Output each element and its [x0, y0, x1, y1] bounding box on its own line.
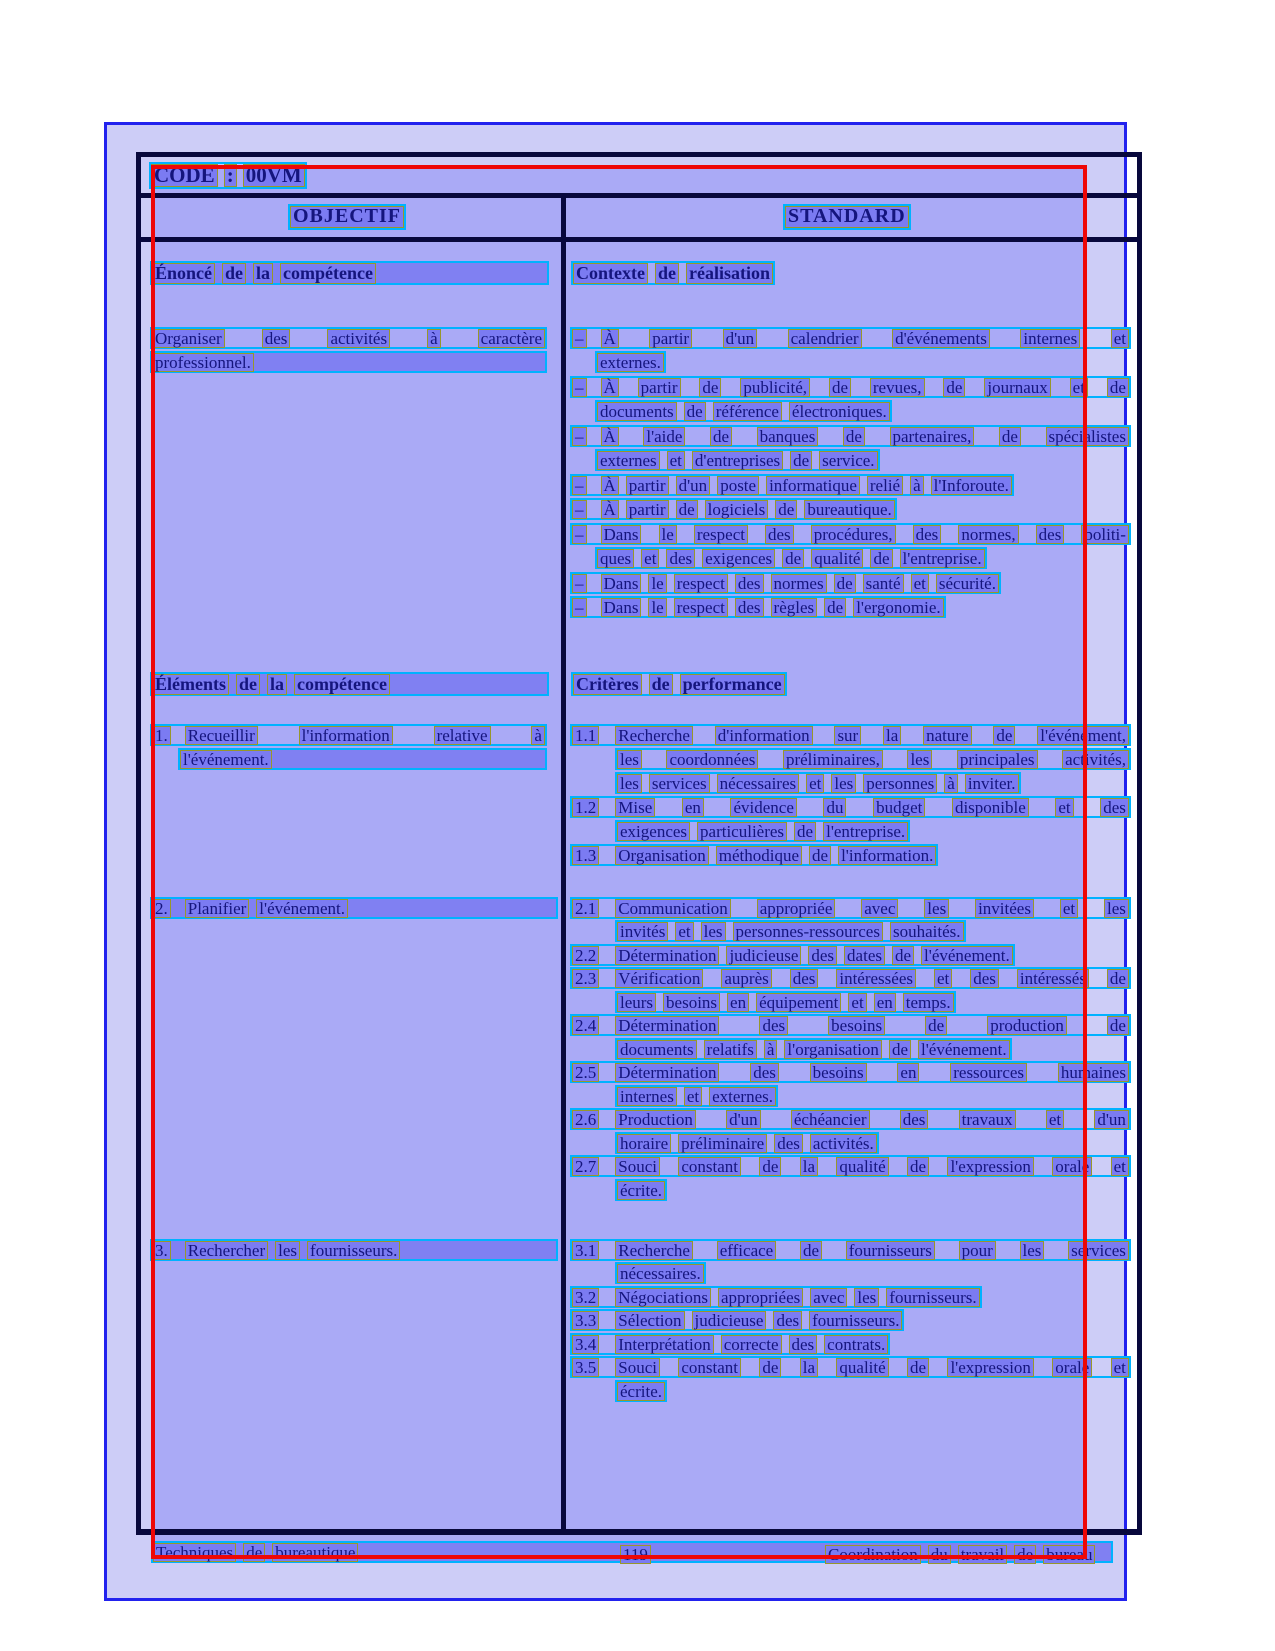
- word-box: et: [1055, 798, 1073, 817]
- line-marker: 1.1: [572, 726, 599, 745]
- line-marker: 2.5: [572, 1063, 599, 1082]
- word-box: de: [834, 574, 856, 593]
- word-box: des: [900, 1110, 929, 1129]
- word-box: internes: [1020, 329, 1080, 348]
- word-box: Contexte: [573, 263, 648, 284]
- word-box: Vérification: [615, 969, 703, 988]
- word-box: et: [1111, 1157, 1129, 1176]
- word-box: partir: [626, 500, 669, 519]
- word-box: 119: [620, 1545, 651, 1564]
- word-box: des: [913, 525, 942, 544]
- word-box: calendrier: [788, 329, 862, 348]
- word-box: échéancier: [791, 1110, 870, 1129]
- word-box: équipement: [756, 993, 841, 1012]
- word-box: Détermination: [615, 1063, 719, 1082]
- word-box: en: [897, 1063, 919, 1082]
- word-box: besoins: [810, 1063, 867, 1082]
- line-marker: –: [572, 598, 587, 617]
- word-box: politi-: [1081, 525, 1129, 544]
- line-marker: 2.3: [572, 969, 599, 988]
- word-box: Organisation: [615, 846, 709, 865]
- word-box: le: [648, 598, 666, 617]
- word-box: Production: [615, 1110, 696, 1129]
- word-box: constant: [678, 1358, 741, 1377]
- word-box: appropriée: [757, 899, 836, 918]
- word-box: et: [1111, 329, 1129, 348]
- word-box: activités: [327, 329, 390, 348]
- code-value: 00VM: [243, 164, 305, 187]
- word-box: de: [843, 427, 865, 446]
- word-box: des: [773, 1311, 802, 1330]
- word-box: relié: [867, 476, 903, 495]
- word-box: Négociations: [615, 1288, 711, 1307]
- word-box: Recherche: [615, 1241, 693, 1260]
- word-box: externes.: [709, 1087, 776, 1106]
- word-box: Rechercher: [185, 1241, 268, 1260]
- word-box: exigences: [702, 549, 775, 568]
- word-box: invités: [617, 922, 668, 941]
- word-box: et: [667, 451, 685, 470]
- word-box: humaines: [1058, 1063, 1129, 1082]
- word-box: souhaités.: [890, 922, 964, 941]
- word-box: externes: [597, 451, 660, 470]
- word-box: des: [765, 525, 794, 544]
- word-box: À: [601, 329, 619, 348]
- word-box: les: [924, 899, 949, 918]
- word-box: Sélection: [615, 1311, 684, 1330]
- line-marker: 3.2: [572, 1288, 599, 1307]
- word-box: de: [993, 726, 1015, 745]
- word-box: à: [531, 726, 545, 745]
- word-box: de: [649, 674, 673, 695]
- word-box: À: [601, 427, 619, 446]
- line-marker: –: [572, 329, 587, 348]
- code-colon: :: [224, 164, 237, 187]
- word-box: normes,: [958, 525, 1018, 544]
- word-box: la: [253, 263, 273, 284]
- line-marker: 1.3: [572, 846, 599, 865]
- standard-label: STANDARD: [785, 206, 909, 228]
- word-box: Recherche: [615, 726, 693, 745]
- word-box: À: [601, 476, 619, 495]
- word-box: de: [655, 263, 679, 284]
- word-box: leurs: [617, 993, 656, 1012]
- word-box: des: [1036, 525, 1065, 544]
- word-box: À: [601, 500, 619, 519]
- word-box: principales: [957, 750, 1038, 769]
- word-box: relatifs: [704, 1040, 757, 1059]
- word-box: externes.: [597, 353, 664, 372]
- word-box: procédures,: [811, 525, 896, 544]
- word-box: qualité: [836, 1358, 888, 1377]
- word-box: activités,: [1062, 750, 1129, 769]
- word-box: l'information: [299, 726, 393, 745]
- word-box: à: [910, 476, 924, 495]
- word-box: référence: [713, 402, 782, 421]
- word-box: normes: [771, 574, 827, 593]
- word-box: sur: [834, 726, 861, 745]
- line-marker: –: [572, 500, 587, 519]
- line-marker: 3.5: [572, 1358, 599, 1377]
- objectif-label: OBJECTIF: [290, 206, 404, 228]
- word-box: l'entreprise.: [900, 549, 985, 568]
- word-box: et: [641, 549, 659, 568]
- word-box: ressources: [950, 1063, 1027, 1082]
- line-marker: 2.1: [572, 899, 599, 918]
- word-box: ques: [597, 549, 634, 568]
- word-box: disponible: [952, 798, 1029, 817]
- word-box: professionnel.: [152, 353, 254, 372]
- word-box: en: [727, 993, 749, 1012]
- line-marker: 3.1: [572, 1241, 599, 1260]
- word-box: des: [759, 1016, 788, 1035]
- word-box: logiciels: [705, 500, 769, 519]
- word-box: qualité: [836, 1157, 888, 1176]
- word-box: d'entreprises: [692, 451, 783, 470]
- word-box: de: [925, 1016, 947, 1035]
- word-box: de: [800, 1241, 822, 1260]
- word-box: l'Inforoute.: [931, 476, 1012, 495]
- word-box: les: [854, 1288, 879, 1307]
- word-box: travail: [958, 1545, 1007, 1564]
- word-box: de: [1014, 1545, 1036, 1564]
- word-box: d'événements: [892, 329, 990, 348]
- word-box: coordonnées: [666, 750, 758, 769]
- word-box: particulières: [697, 822, 787, 841]
- word-box: et: [684, 1087, 702, 1106]
- line-marker: 3.: [152, 1241, 171, 1260]
- word-box: contrats.: [824, 1335, 888, 1354]
- line-marker: 3.4: [572, 1335, 599, 1354]
- word-box: l'événement,: [1037, 726, 1129, 745]
- word-box: Dans: [601, 525, 642, 544]
- word-box: nécessaires: [717, 774, 799, 793]
- word-box: des: [790, 969, 819, 988]
- line-marker: –: [572, 427, 587, 446]
- word-box: de: [236, 674, 260, 695]
- word-box: et: [848, 993, 866, 1012]
- word-box: et: [675, 922, 693, 941]
- word-box: efficace: [717, 1241, 776, 1260]
- word-box: de: [907, 1157, 929, 1176]
- word-box: les: [701, 922, 726, 941]
- word-box: écrite.: [617, 1382, 665, 1401]
- word-box: des: [735, 598, 764, 617]
- word-box: Souci: [615, 1157, 660, 1176]
- word-box: appropriées: [718, 1288, 803, 1307]
- word-box: de: [999, 427, 1021, 446]
- word-box: méthodique: [716, 846, 802, 865]
- word-box: bureautique.: [804, 500, 895, 519]
- line-marker: –: [572, 574, 587, 593]
- word-box: réalisation: [686, 263, 773, 284]
- word-box: l'organisation: [784, 1040, 882, 1059]
- word-box: performance: [680, 674, 785, 695]
- word-box: le: [659, 525, 677, 544]
- word-box: de: [759, 1358, 781, 1377]
- word-box: de: [809, 846, 831, 865]
- word-box: besoins: [828, 1016, 885, 1035]
- line-marker: 2.: [152, 899, 171, 918]
- word-box: de: [892, 946, 914, 965]
- word-box: publicité,: [740, 378, 810, 397]
- word-box: de: [943, 378, 965, 397]
- word-box: revues,: [870, 378, 925, 397]
- word-box: l'entreprise.: [823, 822, 908, 841]
- word-box: d'un: [726, 1110, 761, 1129]
- word-box: budget: [873, 798, 925, 817]
- word-box: sécurité.: [936, 574, 999, 593]
- word-box: du: [928, 1545, 951, 1564]
- line-marker: 1.: [152, 726, 171, 745]
- word-box: l'expression: [947, 1358, 1034, 1377]
- word-box: À: [601, 378, 619, 397]
- word-box: de: [1107, 969, 1129, 988]
- word-box: fournisseurs: [846, 1241, 935, 1260]
- word-box: internes: [617, 1087, 677, 1106]
- word-box: de: [1107, 378, 1129, 397]
- word-box: pour: [959, 1241, 996, 1260]
- word-box: des: [735, 574, 764, 593]
- word-box: partir: [638, 378, 681, 397]
- word-box: dates: [844, 946, 885, 965]
- word-box: règles: [771, 598, 818, 617]
- word-box: et: [1046, 1110, 1064, 1129]
- word-box: Éléments: [152, 674, 229, 695]
- word-box: de: [759, 1157, 781, 1176]
- line-marker: 2.7: [572, 1157, 599, 1176]
- word-box: les: [907, 750, 932, 769]
- word-box: judicieuse: [726, 946, 801, 965]
- line-marker: –: [572, 525, 587, 544]
- word-box: du: [823, 798, 846, 817]
- word-box: exigences: [617, 822, 690, 841]
- word-box: de: [870, 549, 892, 568]
- word-box: la: [883, 726, 901, 745]
- word-box: partenaires,: [890, 427, 975, 446]
- word-box: les: [831, 774, 856, 793]
- word-box: les: [275, 1241, 300, 1260]
- line-marker: 2.4: [572, 1016, 599, 1035]
- word-box: bureautique: [272, 1543, 358, 1562]
- word-box: avec: [810, 1288, 847, 1307]
- word-box: des: [750, 1063, 779, 1082]
- word-box: les: [1104, 899, 1129, 918]
- word-box: Coordination: [825, 1545, 921, 1564]
- word-box: de: [775, 500, 797, 519]
- word-box: de: [794, 822, 816, 841]
- word-box: l'événement.: [256, 899, 348, 918]
- word-box: respect: [694, 525, 748, 544]
- word-box: Dans: [601, 598, 642, 617]
- word-box: écrite.: [617, 1181, 665, 1200]
- word-box: d'un: [676, 476, 711, 495]
- word-box: de: [243, 1543, 265, 1562]
- word-box: correcte: [721, 1335, 782, 1354]
- word-box: de: [907, 1358, 929, 1377]
- table-border-right: [1137, 152, 1142, 1535]
- word-box: intéressés: [1017, 969, 1089, 988]
- word-box: des: [666, 549, 695, 568]
- word-box: la: [800, 1358, 818, 1377]
- word-box: de: [790, 451, 812, 470]
- word-box: Détermination: [615, 946, 719, 965]
- word-box: à: [764, 1040, 778, 1059]
- word-box: Organiser: [152, 329, 225, 348]
- word-box: les: [617, 750, 642, 769]
- word-box: de: [710, 427, 732, 446]
- word-box: et: [911, 574, 929, 593]
- word-box: inviter.: [965, 774, 1019, 793]
- word-box: l'aide: [643, 427, 685, 446]
- word-box: l'événement.: [918, 1040, 1010, 1059]
- word-box: en: [682, 798, 704, 817]
- word-box: et: [1070, 378, 1088, 397]
- word-box: respect: [674, 598, 728, 617]
- word-box: à: [427, 329, 441, 348]
- word-box: les: [617, 774, 642, 793]
- word-box: Techniques: [153, 1543, 236, 1562]
- word-box: temps.: [903, 993, 954, 1012]
- table-border-left: [136, 152, 141, 1535]
- word-box: la: [267, 674, 287, 695]
- word-box: des: [789, 1335, 818, 1354]
- line-marker: –: [572, 476, 587, 495]
- word-box: travaux: [959, 1110, 1016, 1129]
- word-box: des: [774, 1134, 803, 1153]
- word-box: à: [944, 774, 958, 793]
- line-marker: 1.2: [572, 798, 599, 817]
- word-box: Interprétation: [615, 1335, 714, 1354]
- word-box: qualité: [811, 549, 863, 568]
- word-box: d'un: [723, 329, 758, 348]
- word-box: journaux: [984, 378, 1050, 397]
- word-box: service.: [819, 451, 877, 470]
- word-box: personnes-ressources: [733, 922, 883, 941]
- word-box: Détermination: [615, 1016, 719, 1035]
- word-box: en: [874, 993, 896, 1012]
- word-box: électroniques.: [789, 402, 890, 421]
- line-marker: 3.3: [572, 1311, 599, 1330]
- word-box: caractère: [478, 329, 545, 348]
- word-box: Souci: [615, 1358, 660, 1377]
- word-box: orale: [1052, 1358, 1092, 1377]
- word-box: de: [782, 549, 804, 568]
- word-box: préliminaire: [678, 1134, 767, 1153]
- word-box: Communication: [615, 899, 731, 918]
- word-box: banques: [757, 427, 819, 446]
- word-box: et: [806, 774, 824, 793]
- word-box: de: [699, 378, 721, 397]
- word-box: nécessaires.: [617, 1264, 704, 1283]
- line-marker: –: [572, 378, 587, 397]
- word-box: fournisseurs.: [307, 1241, 400, 1260]
- word-box: relative: [434, 726, 491, 745]
- annotation-outline-rectangle: [151, 165, 1087, 1559]
- word-box: de: [889, 1040, 911, 1059]
- code-label: CODE: [151, 164, 218, 187]
- word-box: invitées: [975, 899, 1034, 918]
- word-box: de: [222, 263, 246, 284]
- word-box: activités.: [810, 1134, 877, 1153]
- word-box: Mise: [615, 798, 655, 817]
- word-box: informatique: [766, 476, 860, 495]
- word-box: et: [1111, 1358, 1129, 1377]
- word-box: nature: [923, 726, 971, 745]
- word-box: auprès: [721, 969, 771, 988]
- word-box: orale: [1052, 1157, 1092, 1176]
- word-box: de: [676, 500, 698, 519]
- word-box: l'information.: [838, 846, 936, 865]
- word-box: le: [648, 574, 666, 593]
- word-box: de: [824, 598, 846, 617]
- word-box: fournisseurs.: [809, 1311, 902, 1330]
- line-marker: 2.6: [572, 1110, 599, 1129]
- word-box: services: [1068, 1241, 1129, 1260]
- word-box: préliminaires,: [783, 750, 883, 769]
- word-box: avec: [861, 899, 898, 918]
- word-box: la: [800, 1157, 818, 1176]
- word-box: constant: [678, 1157, 741, 1176]
- word-box: besoins: [663, 993, 720, 1012]
- word-box: fournisseurs.: [886, 1288, 979, 1307]
- word-box: compétence: [280, 263, 376, 284]
- word-box: des: [808, 946, 837, 965]
- word-box: d'information: [715, 726, 813, 745]
- word-box: compétence: [294, 674, 390, 695]
- word-box: partir: [649, 329, 692, 348]
- word-box: intéressées: [836, 969, 916, 988]
- word-box: l'expression: [947, 1157, 1034, 1176]
- word-box: production: [987, 1016, 1067, 1035]
- word-box: poste: [717, 476, 759, 495]
- word-box: et: [934, 969, 952, 988]
- line-marker: 2.2: [572, 946, 599, 965]
- word-box: Énoncé: [152, 263, 215, 284]
- word-box: et: [1060, 899, 1078, 918]
- word-box: documents: [597, 402, 677, 421]
- word-box: Recueillir: [185, 726, 258, 745]
- word-box: des: [970, 969, 999, 988]
- word-box: santé: [863, 574, 904, 593]
- word-box: les: [1020, 1241, 1045, 1260]
- word-box: l'ergonomie.: [853, 598, 943, 617]
- word-box: de: [684, 402, 706, 421]
- word-box: de: [829, 378, 851, 397]
- word-box: des: [1100, 798, 1129, 817]
- word-box: l'événement.: [180, 750, 272, 769]
- word-box: spécialistes: [1046, 427, 1129, 446]
- word-box: bureau: [1043, 1545, 1095, 1564]
- word-box: Dans: [601, 574, 642, 593]
- word-box: de: [1107, 1016, 1129, 1035]
- table-border-top: [136, 152, 1142, 157]
- word-box: partir: [626, 476, 669, 495]
- word-box: respect: [674, 574, 728, 593]
- word-box: services: [649, 774, 710, 793]
- word-box: personnes: [863, 774, 937, 793]
- word-box: documents: [617, 1040, 697, 1059]
- word-box: Critères: [573, 674, 642, 695]
- word-box: horaire: [617, 1134, 671, 1153]
- word-box: des: [262, 329, 291, 348]
- word-box: d'un: [1094, 1110, 1129, 1129]
- word-box: évidence: [730, 798, 796, 817]
- word-box: Planifier: [185, 899, 250, 918]
- word-box: judicieuse: [692, 1311, 767, 1330]
- word-box: l'événement.: [921, 946, 1013, 965]
